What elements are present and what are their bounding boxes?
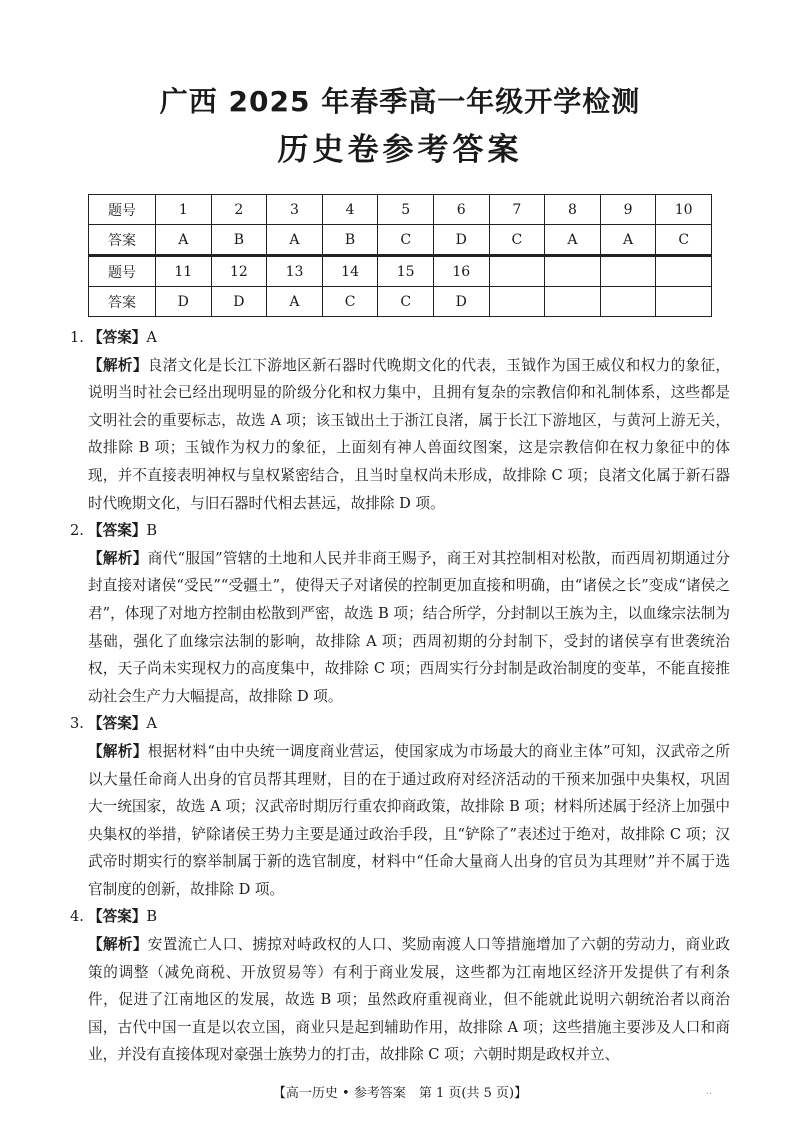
table-row-numbers-1 [89, 195, 712, 225]
question-number: 4. [70, 908, 84, 926]
analysis-tag: 【解析】 [88, 549, 148, 567]
document-subtitle: 历史卷参考答案 [277, 132, 523, 168]
analysis-tag: 【解析】 [88, 936, 148, 954]
question-number-cell: 3 [267, 195, 323, 225]
question-block-2 [70, 517, 730, 710]
question-number: 3. [70, 715, 84, 733]
analysis-paragraph [88, 931, 730, 1069]
question-number-cell [489, 256, 545, 287]
question-number: 2. [70, 522, 84, 540]
row-label-number: 题号 [89, 256, 156, 287]
analysis-tag: 【解析】 [88, 356, 148, 374]
question-number-cell: 16 [433, 256, 489, 287]
question-number-cell [600, 256, 656, 287]
corner-mark: .. [706, 1086, 713, 1097]
answer-cell [545, 287, 601, 317]
analysis-text: 商代“服国”管辖的土地和人民并非商王赐予，商王对其控制相对松散，而西周初期通过分封直接对诸侯“受民”“受疆土”，使得天子对诸侯的控制更加直接和明确，由“诸侯之长”变成“诸侯之君”，体现了对地方控制由松散到严密，故选 B 项；结合所学，分封制以王族为主，以血缘宗法制为基础，强化了血缘宗法制的影响，故排除 A 项；西周初期的分封制下，受封的诸侯享有世袭统治权，天子尚未实现权力的高度集中，故排除 C 项；西周实行分封制是政治制度的变革，不能直接推动社会生产力大幅提高，故排除 D 项。 [88, 549, 730, 705]
analysis-text: 良渚文化是长江下游地区新石器时代晚期文化的代表，玉钺作为国王威仪和权力的象征，说明当时社会已经出现明显的阶级分化和权力集中，且拥有复杂的宗教信仰和礼制体系，这些都是文明社会的重要标志，故选 A 项；该玉钺出土于浙江良渚，属于长江下游地区，与黄河上游无关，故排除 B 项；玉钺作为权力的象征，上面刻有神人兽面纹图案，这是宗教信仰在权力象征中的体现，并不直接表明神权与皇权紧密结合，且当时皇权尚未形成，故排除 C 项；良渚文化属于新石器时代晚期文化，与旧石器时代相去甚远，故排除 D 项。 [88, 356, 730, 512]
answer-table [88, 194, 712, 317]
analysis-paragraph [88, 352, 730, 518]
row-label-number: 题号 [89, 195, 156, 225]
answer-cell [600, 287, 656, 317]
table-row-answers-2 [89, 287, 712, 317]
answer-value: B [146, 522, 158, 540]
question-answer-line [70, 710, 730, 738]
analysis-text: 根据材料“由中央统一调度商业营运，使国家成为市场最大的商业主体”可知，汉武帝之所以大量任命商人出身的官员帮其理财，目的在于通过政府对经济活动的干预来加强中央集权，巩固大一统国家，故选 A 项；汉武帝时期厉行重农抑商政策，故排除 B 项；材料所述属于经济上加强中央集权的举措，铲除诸侯王势力主要是通过政治手段，且“铲除了”表述过于绝对，故排除 C 项；汉武帝时期实行的察举制属于新的选官制度，材料中“任命大量商人出身的官员为其理财”并不属于选官制度的创新，故排除 D 项。 [88, 742, 730, 898]
document-title: 广西 2025 年春季高一年级开学检测 [159, 85, 641, 118]
answer-cell: A [545, 225, 601, 256]
answer-tag: 【答案】 [88, 908, 147, 926]
question-number-cell: 6 [433, 195, 489, 225]
table-row-answers-1 [89, 225, 712, 256]
answer-cell: A [267, 287, 323, 317]
question-number-cell: 1 [156, 195, 212, 225]
page-footer: 【高一历史 • 参考答案 第 1 页(共 5 页)】 [272, 1086, 528, 1101]
answer-value: A [146, 329, 157, 346]
answer-cell: A [600, 225, 656, 256]
answer-value: B [146, 908, 158, 926]
question-number-cell: 4 [322, 195, 378, 225]
question-block-3 [70, 710, 730, 903]
answer-cell: D [433, 287, 489, 317]
answer-explanations [70, 324, 730, 1069]
answer-tag: 【答案】 [88, 329, 147, 346]
question-number-cell: 2 [211, 195, 267, 225]
question-number-cell: 12 [211, 256, 267, 287]
question-number-cell: 5 [378, 195, 434, 225]
question-number-cell: 14 [322, 256, 378, 287]
analysis-paragraph [88, 545, 730, 711]
answer-cell: A [267, 225, 323, 256]
question-number-cell: 11 [156, 256, 212, 287]
answer-cell: C [378, 287, 434, 317]
question-number-cell: 7 [489, 195, 545, 225]
question-answer-line [70, 517, 730, 545]
answer-cell: C [378, 225, 434, 256]
question-number-cell: 9 [600, 195, 656, 225]
answer-cell [489, 287, 545, 317]
answer-cell [656, 287, 712, 317]
answer-cell: C [656, 225, 712, 256]
row-label-answer: 答案 [89, 225, 156, 256]
row-label-answer: 答案 [89, 287, 156, 317]
table-row-numbers-2 [89, 256, 712, 287]
answer-cell: B [322, 225, 378, 256]
answer-cell: D [211, 287, 267, 317]
answer-tag: 【答案】 [88, 522, 147, 540]
analysis-paragraph [88, 738, 730, 904]
question-number-cell: 8 [545, 195, 601, 225]
answer-cell: A [156, 225, 212, 256]
analysis-text: 安置流亡人口、掳掠对峙政权的人口、奖励南渡人口等措施增加了六朝的劳动力，商业政策的调整（减免商税、开放贸易等）有利于商业发展，这些都为江南地区经济开发提供了有利条件，促进了江南地区的发展，故选 B 项；虽然政府重视商业，但不能就此说明六朝统治者以商治国，古代中国一直是以农立国，商业只是起到辅助作用，故排除 A 项；这些措施主要涉及人口和商业，并没有直接体现对豪强士族势力的打击，故排除 C 项；六朝时期是政权并立、 [88, 936, 730, 1064]
analysis-tag: 【解析】 [88, 742, 148, 760]
question-answer-line [70, 324, 730, 352]
answer-cell: C [489, 225, 545, 256]
question-number-cell: 15 [378, 256, 434, 287]
answer-value: A [146, 715, 157, 733]
question-number: 1. [70, 329, 84, 346]
question-number-cell: 13 [267, 256, 323, 287]
question-block-1 [70, 324, 730, 517]
question-answer-line [70, 903, 730, 931]
question-number-cell [656, 256, 712, 287]
question-number-cell [545, 256, 601, 287]
answer-cell: B [211, 225, 267, 256]
answer-tag: 【答案】 [88, 715, 147, 733]
question-number-cell: 10 [656, 195, 712, 225]
answer-cell: D [433, 225, 489, 256]
answer-cell: C [322, 287, 378, 317]
answer-cell: D [156, 287, 212, 317]
question-block-4 [70, 903, 730, 1069]
